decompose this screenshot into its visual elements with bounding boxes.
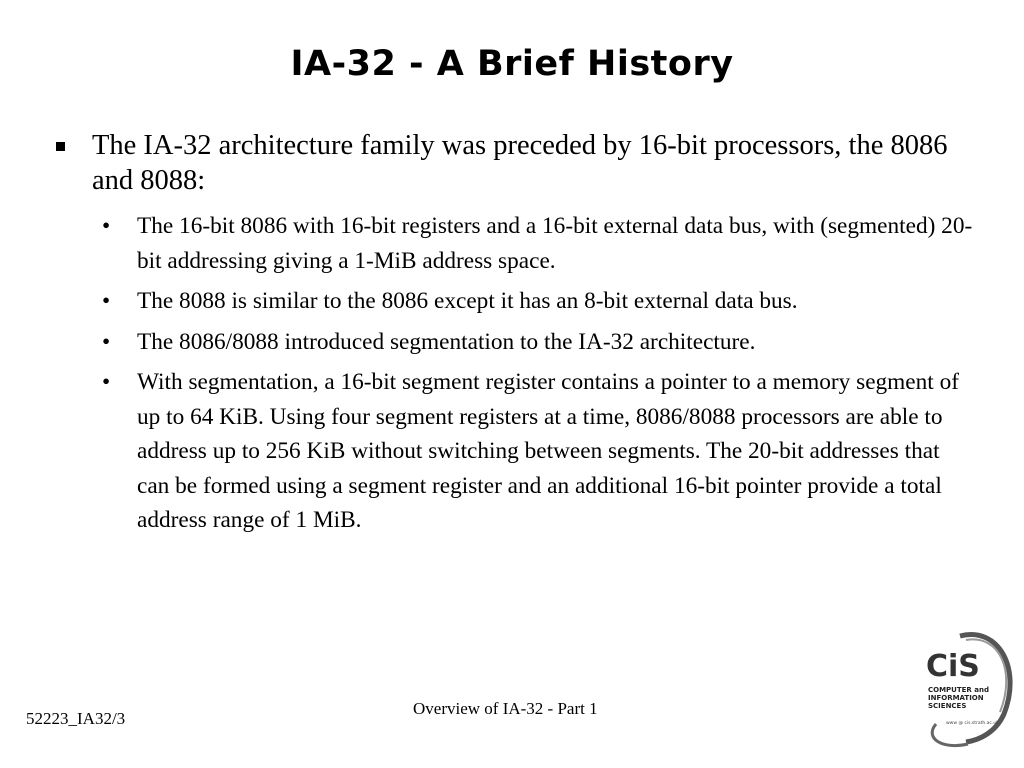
logo-url: www @ cis.strath.ac.uk bbox=[946, 721, 999, 726]
square-bullet-icon bbox=[56, 142, 65, 151]
slide-title: IA-32 - A Brief History bbox=[290, 44, 734, 84]
logo-main-text: CiS bbox=[926, 649, 980, 684]
sub-bullet-text: The 8086/8088 introduced segmentation to the IA-32 architecture. bbox=[137, 328, 756, 355]
slide-code: 52223_IA32/3 bbox=[26, 709, 126, 728]
main-bullet-text: The IA-32 architecture family was preceded by 16-bit processors, the 8086 and 8088: bbox=[92, 130, 948, 196]
course-title: Overview of IA-32 - Part 1 bbox=[413, 699, 598, 718]
dot-bullet-icon: • bbox=[102, 369, 111, 395]
logo-line-2: INFORMATION bbox=[928, 694, 984, 702]
cis-logo bbox=[918, 628, 1018, 748]
sub-bullet-item bbox=[102, 325, 976, 360]
slide-content bbox=[56, 128, 976, 544]
sub-bullet-list bbox=[56, 209, 976, 538]
dot-bullet-icon: • bbox=[102, 288, 111, 314]
sub-bullet-text: The 8088 is similar to the 8086 except it has an 8-bit external data bus. bbox=[137, 288, 798, 314]
sub-bullet-text: With segmentation, a 16-bit segment register contains a pointer to a memory segment of up to 64 KiB. Using four segment registers at a time, 8086/8088 processors are able to address up to 256 KiB without switching between segments. The 20-bit addresses that can be formed using a segment register and an additional 16-bit pointer provide a total address range of 1 MiB. bbox=[137, 369, 959, 533]
sub-bullet-item bbox=[102, 209, 976, 278]
sub-bullet-item bbox=[102, 284, 976, 319]
sub-bullet-item bbox=[102, 365, 976, 538]
logo-line-3: SCIENCES bbox=[928, 702, 967, 710]
dot-bullet-icon: • bbox=[102, 213, 111, 239]
main-bullet-item bbox=[56, 128, 976, 198]
sub-bullet-text: The 16-bit 8086 with 16-bit registers and a 16-bit external data bus, with (segmented) 20-bit addressing giving a 1-MiB address space. bbox=[137, 213, 973, 274]
dot-bullet-icon: • bbox=[102, 328, 111, 355]
logo-line-1: COMPUTER and bbox=[928, 686, 989, 694]
